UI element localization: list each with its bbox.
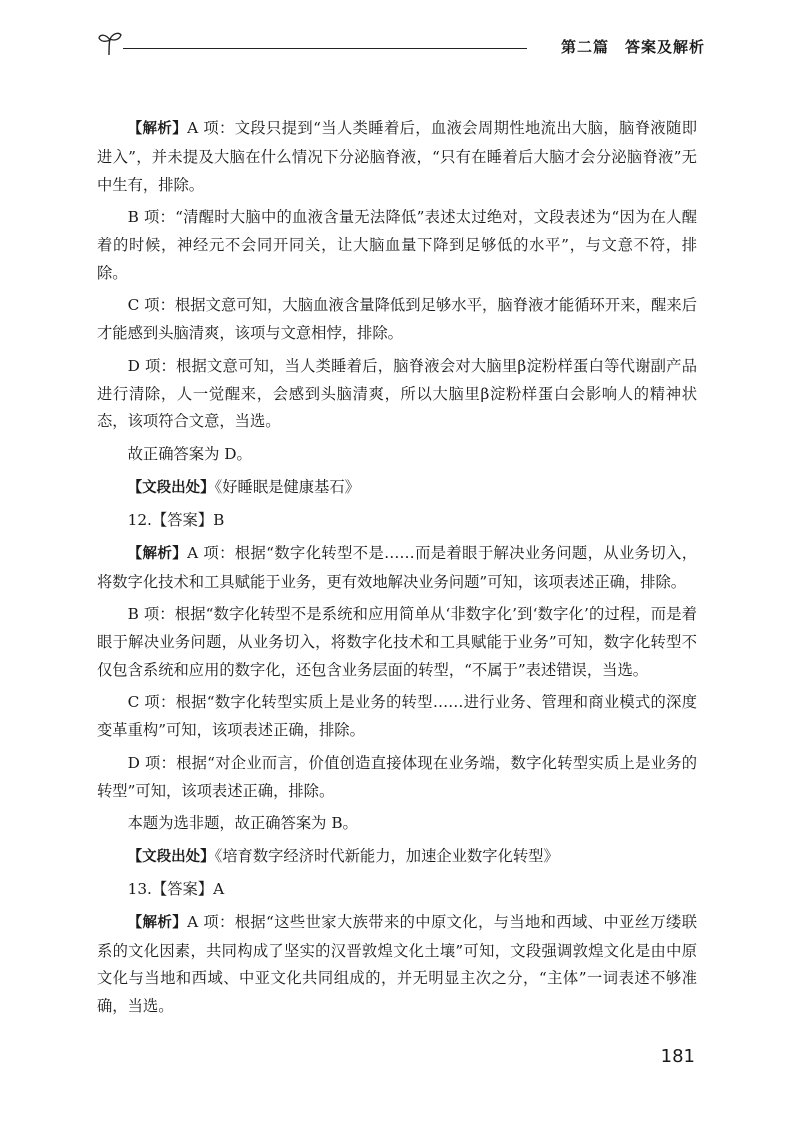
page-number: 181 (660, 1046, 695, 1067)
paragraph-text: A 项：文段只提到“当人类睡着后，血液会周期性地流出大脑，脑脊液随即进入”，并未提及大脑在什么情况下分泌脑脊液，“只有在睡着后大脑才会分泌脑脊液”无中生有，排除。 (97, 119, 698, 194)
paragraph (97, 292, 697, 348)
paragraph (97, 601, 697, 684)
section-tag: 【解析】 (127, 121, 188, 137)
paragraph-text: C 项：根据文意可知，大脑血液含量降低到足够水平，脑脊液才能循环开来，醒来后才能感到头脑清爽，该项与文意相悖，排除。 (97, 296, 697, 343)
paragraph (97, 689, 697, 745)
paragraph (97, 353, 697, 436)
paragraph-text: 12.【答案】B (127, 511, 225, 530)
sprout-icon (95, 28, 125, 58)
header-rule (123, 48, 527, 49)
paragraph (97, 909, 697, 1021)
paragraph-text: B 项：根据“数字化转型不是系统和应用简单从‘非数字化’到‘数字化’的过程，而是着眼于解决业务问题，从业务切入，将数字化技术和工具赋能于业务”可知，数字化转型不仅包含系统和应用的数字化，还包含业务层面的转型，“不属于”表述错误，当选。 (97, 605, 697, 679)
paragraph-text: C 项：根据“数字化转型实质上是业务的转型……进行业务、管理和商业模式的深度变革重构”可知，该项表述正确，排除。 (97, 693, 697, 740)
paragraph (97, 474, 697, 503)
paragraph-text: 13.【答案】A (127, 880, 225, 899)
running-header (95, 26, 705, 66)
section-tag: 【文段出处】 (127, 479, 215, 496)
paragraph-text: 《培育数字经济时代新能力，加速企业数字化转型》 (214, 846, 559, 865)
paragraph (97, 204, 697, 287)
paragraph (97, 843, 697, 872)
section-tag: 【解析】 (127, 545, 188, 562)
paragraph-text: A 项：根据“数字化转型不是……而是着眼于解决业务问题，从业务切入，将数字化技术和工具赋能于业务，更有效地解决业务问题”可知，该项表述正确，排除。 (97, 543, 698, 591)
paragraph-text: A 项：根据“这些世家大族带来的中原文化，与当地和西域、中亚丝万缕联系的文化因素，共同构成了坚实的汉晋敦煌文化土壤”可知，文段强调敦煌文化是由中原文化与当地和西域、中亚文化共同组成的，并无明显主次之分，“主体”一词表述不够准确，当选。 (97, 912, 698, 1016)
paragraph-text: 《好睡眠是健康基石》 (214, 477, 360, 496)
paragraph-text: D 项：根据“对企业而言，价值创造直接体现在业务端，数字化转型实质上是业务的转型”可知，该项表述正确，排除。 (97, 753, 697, 800)
paragraph-text: 本题为选非题，故正确答案为 B。 (127, 814, 358, 833)
paragraph (97, 507, 697, 535)
paragraph (97, 876, 697, 904)
paragraph (97, 750, 697, 806)
paragraph-text: 故正确答案为 D。 (127, 444, 252, 463)
paragraph (97, 810, 697, 838)
paragraph-text: D 项：根据文意可知，当人类睡着后，脑脊液会对大脑里β淀粉样蛋白等代谢副产品进行清除，人一觉醒来，会感到头脑清爽，所以大脑里β淀粉样蛋白会影响人的精神状态，该项符合文意，当选。 (97, 356, 697, 431)
header-title: 第二篇 答案及解析 (560, 38, 705, 56)
section-tag: 【解析】 (127, 914, 188, 931)
paragraph (97, 115, 697, 199)
paragraph (97, 540, 697, 597)
section-tag: 【文段出处】 (127, 848, 215, 865)
answer-explanation-text (97, 115, 697, 1026)
paragraph (97, 441, 697, 469)
paragraph-text: B 项：“清醒时大脑中的血液含量无法降低”表述太过绝对，文段表述为“因为在人醒着的时候，神经元不会同开同关，让大脑血量下降到足够低的水平”，与文意不符，排除。 (97, 208, 697, 282)
